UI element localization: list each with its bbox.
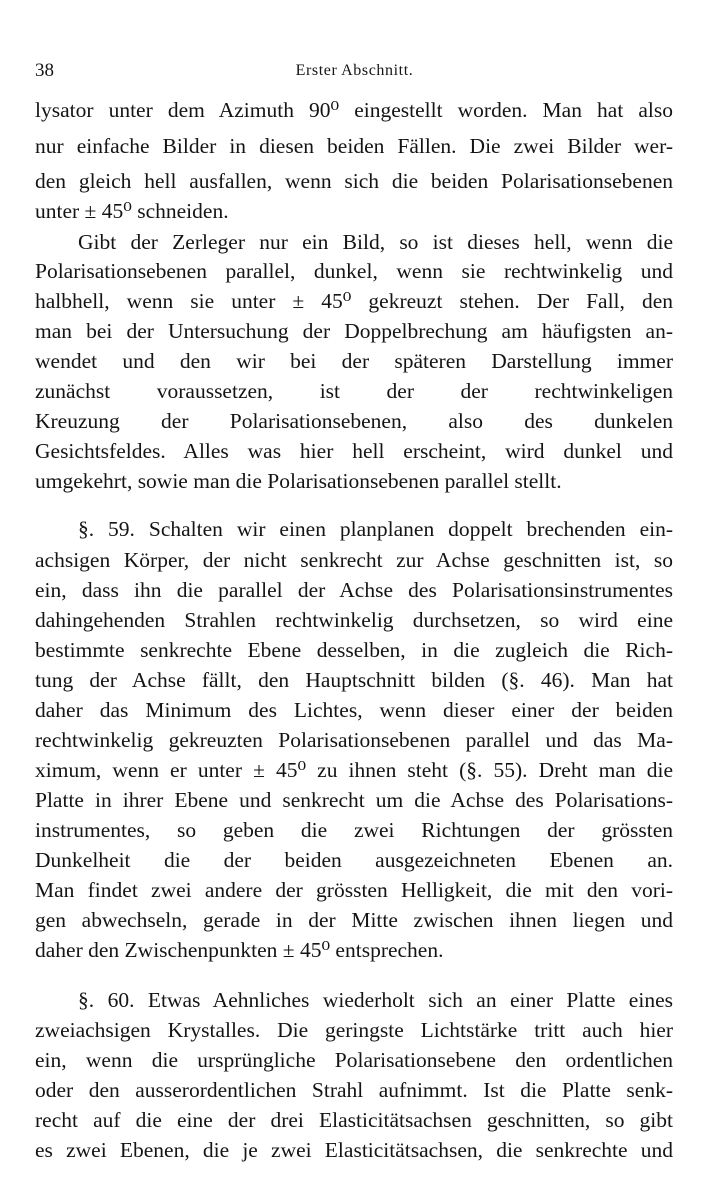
text-line: Man findet zwei andere der grössten Helligkeit, die mit den vori- <box>35 878 673 902</box>
text-line: Kreuzung der Polarisationsebenen, also des dunkelen <box>35 409 673 433</box>
text-line: wendet und den wir bei der späteren Darstellung immer <box>35 349 673 373</box>
text-line: oder den ausserordentlichen Strahl aufnimmt. Ist die Platte senk- <box>35 1078 673 1102</box>
text-line: zunächst voraussetzen, ist der der rechtwinkeligen <box>35 379 673 403</box>
text-line: daher das Minimum des Lichtes, wenn dieser einer der beiden <box>35 698 673 722</box>
text-line: ein, wenn die ursprüngliche Polarisationsebene den ordentlichen <box>35 1048 673 1072</box>
text-line: dahingehenden Strahlen rechtwinkelig durchsetzen, so wird eine <box>35 608 673 632</box>
page-number: 38 <box>35 60 54 81</box>
text-line: §. 60. Etwas Aehnliches wiederholt sich an einer Platte eines <box>78 988 673 1012</box>
text-line: daher den Zwischenpunkten ± 45⁰ entsprechen. <box>35 938 444 962</box>
text-line: Gesichtsfeldes. Alles was hier hell erscheint, wird dunkel und <box>35 439 673 463</box>
text-line: ximum, wenn er unter ± 45⁰ zu ihnen steht (§. 55). Dreht man die <box>35 758 673 782</box>
text-line: nur einfache Bilder in diesen beiden Fällen. Die zwei Bilder wer- <box>35 134 673 158</box>
text-line: ein, dass ihn die parallel der Achse des Polarisationsinstrumentes <box>35 578 673 602</box>
text-line: man bei der Untersuchung der Doppelbrechung am häufigsten an- <box>35 319 673 343</box>
text-line: umgekehrt, sowie man die Polarisationsebenen parallel stellt. <box>35 469 562 493</box>
text-line: lysator unter dem Azimuth 90⁰ eingestellt worden. Man hat also <box>35 98 673 122</box>
text-line: bestimmte senkrechte Ebene desselben, in die zugleich die Rich- <box>35 638 673 662</box>
text-line: Platte in ihrer Ebene und senkrecht um die Achse des Polarisations- <box>35 788 673 812</box>
text-line: Dunkelheit die der beiden ausgezeichneten Ebenen an. <box>35 848 673 872</box>
text-line: halbhell, wenn sie unter ± 45⁰ gekreuzt stehen. Der Fall, den <box>35 289 673 313</box>
text-line: Gibt der Zerleger nur ein Bild, so ist dieses hell, wenn die <box>78 230 673 254</box>
text-line: den gleich hell ausfallen, wenn sich die beiden Polarisationsebenen <box>35 169 673 193</box>
text-line: recht auf die eine der drei Elasticitätsachsen geschnitten, so gibt <box>35 1108 673 1132</box>
text-line: es zwei Ebenen, die je zwei Elasticitätsachsen, die senkrechte und <box>35 1138 673 1162</box>
text-line: Polarisationsebenen parallel, dunkel, wenn sie rechtwinkelig und <box>35 259 673 283</box>
text-line: unter ± 45⁰ schneiden. <box>35 199 229 223</box>
text-line: §. 59. Schalten wir einen planplanen doppelt brechenden ein- <box>78 517 673 541</box>
text-line: instrumentes, so geben die zwei Richtungen der grössten <box>35 818 673 842</box>
text-line: gen abwechseln, gerade in der Mitte zwischen ihnen liegen und <box>35 908 673 932</box>
running-head: Erster Abschnitt. <box>295 62 414 79</box>
text-line: rechtwinkelig gekreuzten Polarisationsebenen parallel und das Ma- <box>35 728 673 752</box>
text-line: tung der Achse fällt, den Hauptschnitt bilden (§. 46). Man hat <box>35 668 673 692</box>
text-line: zweiachsigen Krystalles. Die geringste Lichtstärke tritt auch hier <box>35 1018 673 1042</box>
text-line: achsigen Körper, der nicht senkrecht zur Achse geschnitten ist, so <box>35 548 673 572</box>
